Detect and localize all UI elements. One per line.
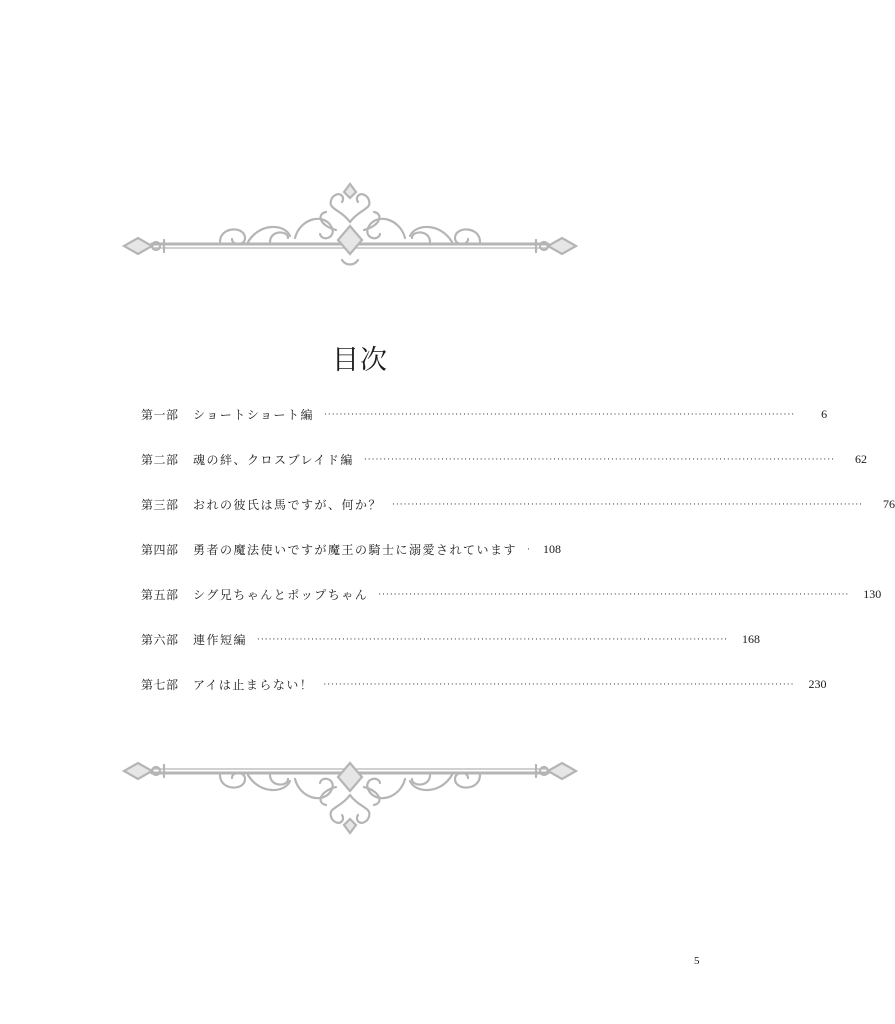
toc-entry-name: シグ兄ちゃんとポップちゃん [193, 588, 369, 602]
toc-entry[interactable] [141, 437, 867, 482]
toc-entry-name: 連作短編 [193, 633, 248, 647]
toc-dot-leader: ·························································································································· [257, 634, 729, 645]
toc-entry-name: アイは止まらない！ [193, 678, 314, 692]
toc-entry[interactable] [141, 482, 895, 527]
toc-entry-part: 第一部 [141, 408, 179, 422]
toc-dot-leader: ·························································································································· [392, 499, 864, 510]
toc-list [141, 392, 895, 707]
toc-dot-leader: ·························································································································· [324, 409, 796, 420]
toc-entry[interactable] [141, 392, 828, 437]
toc-entry-page: 168 [742, 632, 761, 646]
toc-entry-part: 第四部 [141, 543, 179, 557]
toc-entry-page: 230 [808, 677, 827, 691]
toc-entry-page: 6 [821, 407, 828, 421]
toc-entry-page: 130 [863, 587, 882, 601]
toc-entry[interactable] [141, 572, 882, 617]
top-ornament [120, 182, 580, 272]
toc-entry-part: 第六部 [141, 633, 179, 647]
toc-entry-part: 第七部 [141, 678, 179, 692]
toc-entry[interactable] [141, 527, 561, 572]
toc-entry[interactable] [141, 662, 827, 707]
toc-entry-page: 108 [543, 542, 561, 556]
toc-entry-page: 76 [883, 497, 895, 511]
toc-dot-leader: ·························································································································· [378, 589, 850, 600]
toc-title: 目次 [332, 345, 388, 376]
toc-entry-name: おれの彼氏は馬ですが、何か？ [193, 498, 383, 512]
toc-entry-part: 第二部 [141, 453, 179, 467]
page-number: 5 [694, 955, 700, 967]
toc-entry-name: 勇者の魔法使いですが魔王の騎士に溺愛されています [193, 543, 518, 557]
toc-entry[interactable] [141, 617, 761, 662]
toc-dot-leader: ·························································································································· [323, 679, 795, 690]
toc-entry-part: 第五部 [141, 588, 179, 602]
toc-entry-page: 62 [854, 452, 867, 466]
bottom-ornament [120, 755, 580, 845]
toc-entry-name: ショートショート編 [193, 408, 315, 422]
toc-dot-leader: ·························································································································· [363, 454, 835, 465]
toc-entry-name: 魂の絆、クロスブレイド編 [193, 453, 354, 467]
toc-dot-leader [527, 545, 529, 555]
toc-entry-part: 第三部 [141, 498, 179, 512]
